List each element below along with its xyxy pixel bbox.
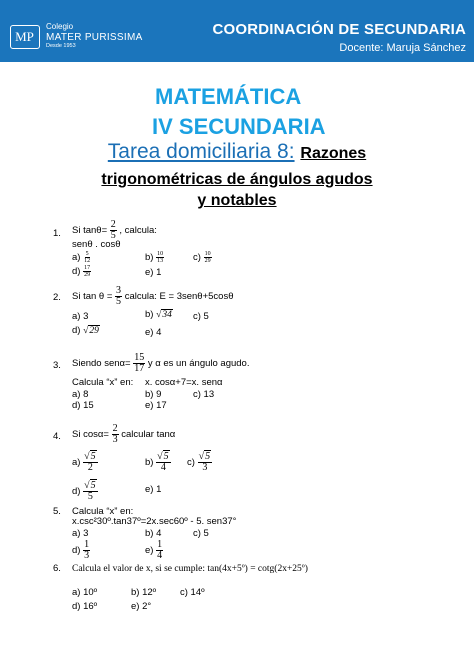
q3-option-c: c) 13: [193, 389, 215, 400]
q4-fraction: $\frac{2}{3}$: [112, 423, 118, 445]
q3-option-b: b) 9: [145, 389, 162, 400]
q4-pre: Si cosα=: [72, 429, 109, 441]
q2-option-d: d) √29: [72, 325, 99, 336]
q2-fraction: $\frac{3}{5}$: [116, 285, 122, 307]
q3-post: y α es un ángulo agudo.: [147, 358, 250, 370]
q1-expression: senθ . cosθ: [72, 239, 121, 250]
header-banner: [0, 0, 474, 62]
q1-statement: [72, 220, 157, 241]
q5-line1: Calcula “x” en:: [72, 506, 134, 517]
q3-number: 3.: [53, 360, 61, 371]
q3-option-a: a) 8: [72, 389, 89, 400]
q4-statement: [72, 424, 175, 445]
q5-option-e: e) $\frac{1}{4}$: [145, 539, 163, 561]
q2-pre: Si tan θ =: [72, 291, 113, 303]
q4-option-c: c) $\frac{√5}{3}$: [187, 451, 211, 473]
subject-title: MATEMÁTICA: [155, 84, 302, 109]
task-label: Tarea domiciliaria 8:: [107, 140, 295, 163]
teacher-name: Docente: Maruja Sánchez: [339, 42, 466, 54]
q2-option-e: e) 4: [145, 327, 162, 338]
q3-statement: [72, 353, 249, 374]
q6-statement: Calcula el valor de x, si se cumple: tan(4x+5º) = cotg(2x+25º): [72, 564, 308, 574]
school-since: Desde 1953: [46, 42, 76, 49]
q2-number: 2.: [53, 292, 61, 303]
topic-line-1: Razones: [300, 145, 367, 162]
q4-option-a: a) $\frac{√5}{2}$: [72, 451, 96, 473]
q1-fraction: $\frac{2}{5}$: [110, 219, 116, 241]
q3-line2b: x. cosα+7=x. senα: [145, 377, 223, 388]
q3-fraction: $\frac{15}{17}$: [134, 352, 145, 374]
q5-option-a: a) 3: [72, 528, 89, 539]
q1-option-a: a) $\frac{5}{12}$: [72, 251, 91, 264]
q6-option-a: a) 10º: [72, 587, 98, 598]
q4-option-b: b) $\frac{√5}{4}$: [145, 451, 169, 473]
q4-post: calcular tanα: [121, 429, 176, 441]
q1-option-e: e) 1: [145, 267, 162, 278]
q5-number: 5.: [53, 506, 61, 517]
school-logo-mark: [11, 26, 38, 47]
school-top: Colegio: [46, 22, 74, 31]
q1-number: 1.: [53, 228, 61, 239]
topic-line-3: y notables: [197, 192, 277, 209]
q6-option-d: d) 16º: [72, 601, 98, 612]
q3-pre: Siendo senα=: [72, 358, 131, 370]
q1-pre: Si tanθ=: [72, 225, 108, 237]
q5-option-c: c) 5: [193, 528, 209, 539]
q2-option-c: c) 5: [193, 311, 209, 322]
q4-option-d: d) $\frac{√5}{5}$: [72, 480, 96, 502]
school-name: MATER PURISSIMA: [46, 31, 143, 43]
school-logo: [10, 25, 40, 49]
q2-statement: [72, 286, 233, 307]
q3-option-d: d) 15: [72, 400, 94, 411]
coordination-title: COORDINACIÓN DE SECUNDARIA: [212, 21, 466, 38]
q3-option-e: e) 17: [145, 400, 167, 411]
q6-option-e: e) 2°: [131, 601, 152, 612]
logo-letters: MP: [15, 29, 34, 44]
q2-option-b: b) √34: [145, 309, 172, 320]
q6-option-b: b) 12º: [131, 587, 157, 598]
q1-post: , calcula:: [119, 225, 157, 237]
grade-title: IV SECUNDARIA: [152, 114, 326, 139]
q1-option-b: b) $\frac{10}{13}$: [145, 251, 164, 264]
q2-option-a: a) 3: [72, 311, 89, 322]
school-name-block: [46, 23, 143, 49]
task-title: [0, 140, 474, 164]
topic-line-2: trigonométricas de ángulos agudos: [101, 171, 373, 188]
q4-option-e: e) 1: [145, 484, 162, 495]
q1-option-c: c) $\frac{10}{29}$: [193, 251, 211, 264]
q6-option-c: c) 14º: [180, 587, 205, 598]
q5-line2: x.csc²30º.tan37º=2x.sec60º - 5. sen37°: [72, 516, 237, 527]
q3-line2a: Calcula “x” en:: [72, 377, 134, 388]
q1-option-d: d) $\frac{17}{29}$: [72, 265, 91, 278]
q5-option-d: d) $\frac{1}{3}$: [72, 539, 90, 561]
q4-number: 4.: [53, 431, 61, 442]
q5-option-b: b) 4: [145, 528, 162, 539]
q6-number: 6.: [53, 563, 61, 574]
q2-post: calcula: E = 3senθ+5cosθ: [124, 291, 234, 303]
